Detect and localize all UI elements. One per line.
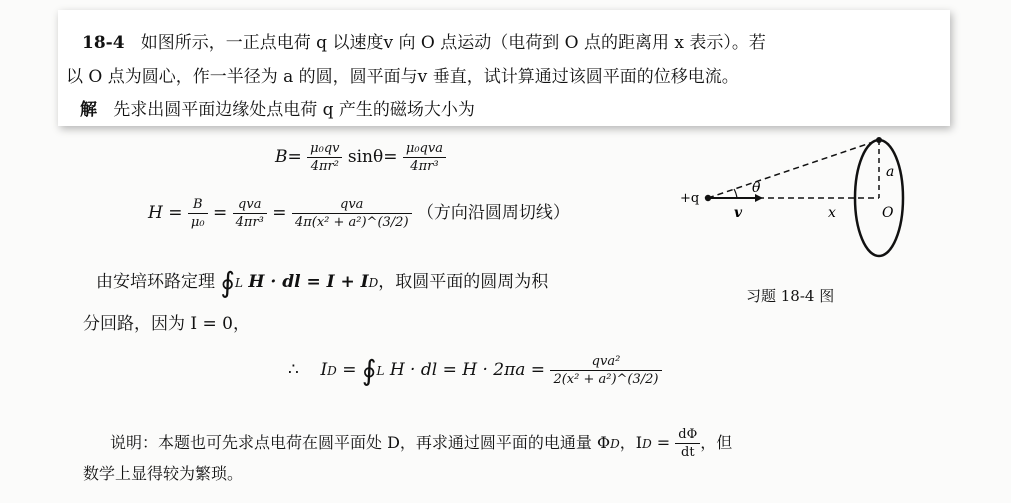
label-O: O — [882, 205, 894, 221]
note-num: dΦ — [675, 426, 700, 444]
eq-B-num-1: μ₀qv — [307, 140, 342, 158]
eq-H-num-1: B — [188, 196, 208, 214]
problem-text-1: 如图所示，一正点电荷 q 以速度v 向 O 点运动（电荷到 O 点的距离用 x 表示）。若 — [140, 33, 766, 53]
ampere-text-2: ，取圆平面的圆周为积 — [378, 272, 549, 292]
id-integral: H · dl = H · 2πa = — [389, 360, 546, 380]
eq-H-num-3: qva — [292, 196, 412, 214]
note-sub-2: D — [642, 437, 652, 451]
solution-intro: 先求出圆平面边缘处点电荷 q 产生的磁场大小为 — [113, 100, 475, 120]
ampere-sub: D — [368, 276, 379, 290]
id-den: 2(x² + a²)^(3/2) — [553, 372, 659, 387]
solution-intro-line — [80, 95, 475, 120]
ampere-text-1: 由安培环路定理 — [96, 272, 215, 292]
eq-H-den-2: 4πr³ — [235, 215, 264, 230]
note-frac — [675, 426, 700, 461]
ampere-text-3: 分回路，因为 I = 0， — [83, 314, 250, 334]
note-text-1d: ，但 — [700, 433, 733, 452]
problem-text-2: 以 O 点为圆心，作一半径为 a 的圆，圆平面与v 垂直，试计算通过该圆平面的位移电流。 — [66, 67, 739, 87]
eq-H-eq-2: = — [272, 203, 287, 223]
ampere-line-2 — [83, 309, 250, 334]
eq-B-lhs: B= — [275, 147, 302, 167]
theta-arc — [734, 189, 737, 198]
eq-B-frac-2 — [403, 140, 446, 175]
eq-H-eq-1: = — [212, 203, 228, 223]
integral-subscript-L-2: L — [376, 364, 385, 378]
equation-ID — [288, 353, 662, 388]
eq-H-frac-1 — [188, 196, 208, 231]
eq-H-num-2: qva — [233, 196, 267, 214]
id-mid: = — [342, 360, 357, 380]
integral-subscript-L: L — [235, 276, 243, 290]
eq-B-den-2: 4πr³ — [410, 159, 439, 174]
eq-B-den-1: 4πr² — [310, 159, 339, 174]
note-text-1b: ，I — [619, 433, 643, 452]
contour-integral-symbol-2: ∮ — [361, 354, 377, 387]
problem-line-1 — [82, 28, 766, 53]
id-sub: D — [327, 364, 337, 378]
label-theta: θ — [752, 180, 761, 196]
eq-B-mid: sinθ= — [347, 147, 398, 167]
eq-H-frac-3 — [292, 196, 412, 231]
problem-line-2 — [66, 62, 739, 87]
eq-H-note: （方向沿圆周切线） — [416, 203, 570, 223]
note-text-1a: 说明：本题也可先求点电荷在圆平面处 D，再求通过圆平面的电通量 Φ — [110, 433, 611, 452]
id-lhs: I — [320, 360, 328, 380]
eq-H-den-3: 4π(x² + a²)^(3/2) — [294, 215, 409, 230]
note-line-2 — [83, 461, 243, 484]
note-sub-1: D — [610, 437, 620, 451]
note-text-2: 数学上显得较为繁琐。 — [83, 464, 244, 483]
note-text-1c: = — [651, 433, 676, 452]
label-q: +q — [680, 191, 700, 206]
id-num: qva² — [550, 353, 661, 371]
ampere-line — [96, 266, 548, 299]
therefore-symbol: ∴ — [288, 360, 299, 380]
charge-dot — [705, 195, 711, 201]
eq-B-num-2: μ₀qva — [403, 140, 446, 158]
eq-H-frac-2 — [233, 196, 267, 231]
equation-H — [148, 196, 570, 231]
solution-label: 解 — [80, 100, 97, 120]
id-frac — [550, 353, 661, 388]
ampere-eq: H · dl = I + I — [248, 272, 369, 292]
eq-B-frac-1 — [307, 140, 342, 175]
label-v: v — [734, 205, 743, 221]
eq-H-den-1: μ₀ — [190, 215, 205, 230]
label-x: x — [828, 205, 836, 221]
figure-caption: 习题 18-4 图 — [746, 287, 835, 305]
contour-integral-symbol: ∮ — [220, 266, 235, 299]
edge-dot — [876, 137, 882, 143]
equation-B — [275, 140, 446, 175]
note-den: dt — [681, 445, 695, 460]
label-a: a — [886, 164, 895, 180]
problem-number: 18-4 — [82, 33, 125, 53]
eq-H-lhs: H = — [148, 203, 183, 223]
note-line-1 — [110, 426, 732, 461]
figure-diagram — [660, 130, 920, 265]
